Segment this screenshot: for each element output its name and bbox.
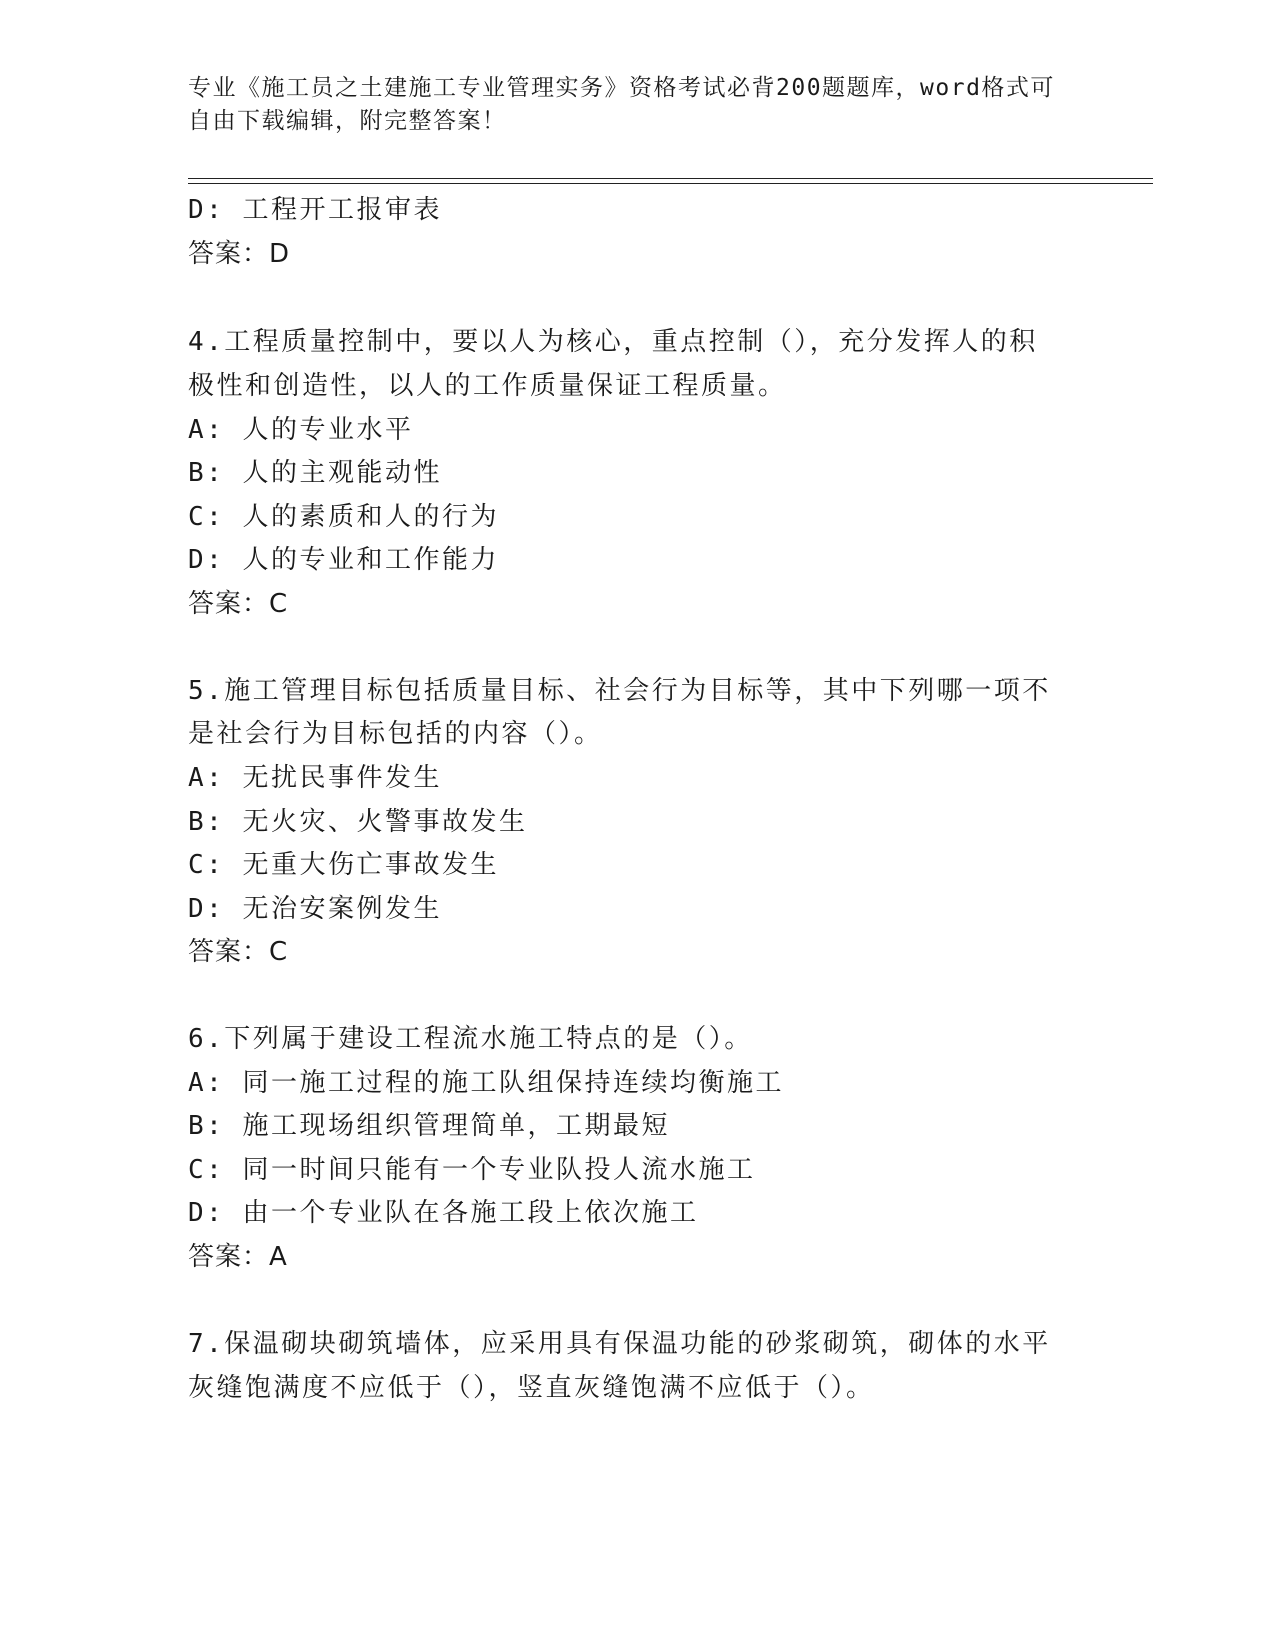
q4-stem-line-1: 4.工程质量控制中，要以人为核心，重点控制（），充分发挥人的积	[188, 327, 1038, 357]
q5-answer: 答案：C	[188, 937, 289, 967]
q4-option-d: D: 人的专业和工作能力	[188, 545, 499, 575]
q4-option-a: A: 人的专业水平	[188, 415, 414, 445]
q6-stem-line-1: 6.下列属于建设工程流水施工特点的是（）。	[188, 1024, 753, 1054]
document-header	[188, 72, 1068, 138]
prev-option-d: D: 工程开工报审表	[188, 195, 442, 225]
prev-answer: 答案：D	[188, 239, 291, 269]
header-divider-bottom	[188, 183, 1153, 184]
q4-stem-line-2: 极性和创造性，以人的工作质量保证工程质量。	[188, 371, 787, 401]
q7-stem-line-1: 7.保温砌块砌筑墙体，应采用具有保温功能的砂浆砌筑，砌体的水平	[188, 1329, 1051, 1359]
q5-option-b: B: 无火灾、火警事故发生	[188, 807, 528, 837]
q6-option-c: C: 同一时间只能有一个专业队投人流水施工	[188, 1155, 756, 1185]
q5-option-d: D: 无治安案例发生	[188, 894, 442, 924]
q4-option-c: C: 人的素质和人的行为	[188, 502, 499, 532]
q7-stem-line-2: 灰缝饱满度不应低于（），竖直灰缝饱满不应低于（）。	[188, 1373, 875, 1403]
q5-option-a: A: 无扰民事件发生	[188, 763, 442, 793]
q5-stem-line-2: 是社会行为目标包括的内容（）。	[188, 719, 603, 749]
header-line-2: 自由下载编辑，附完整答案！	[188, 108, 507, 134]
q6-option-a: A: 同一施工过程的施工队组保持连续均衡施工	[188, 1068, 784, 1098]
q4-answer: 答案：C	[188, 589, 289, 619]
q6-option-b: B: 施工现场组织管理简单，工期最短	[188, 1111, 670, 1141]
q5-option-c: C: 无重大伤亡事故发生	[188, 850, 499, 880]
q6-option-d: D: 由一个专业队在各施工段上依次施工	[188, 1198, 699, 1228]
header-divider-top	[188, 178, 1153, 179]
q5-stem-line-1: 5.施工管理目标包括质量目标、社会行为目标等，其中下列哪一项不	[188, 676, 1051, 706]
header-line-1: 专业《施工员之土建施工专业管理实务》资格考试必背200题题库，word格式可	[188, 75, 1055, 101]
q4-option-b: B: 人的主观能动性	[188, 458, 442, 488]
q6-answer: 答案：A	[188, 1242, 288, 1272]
